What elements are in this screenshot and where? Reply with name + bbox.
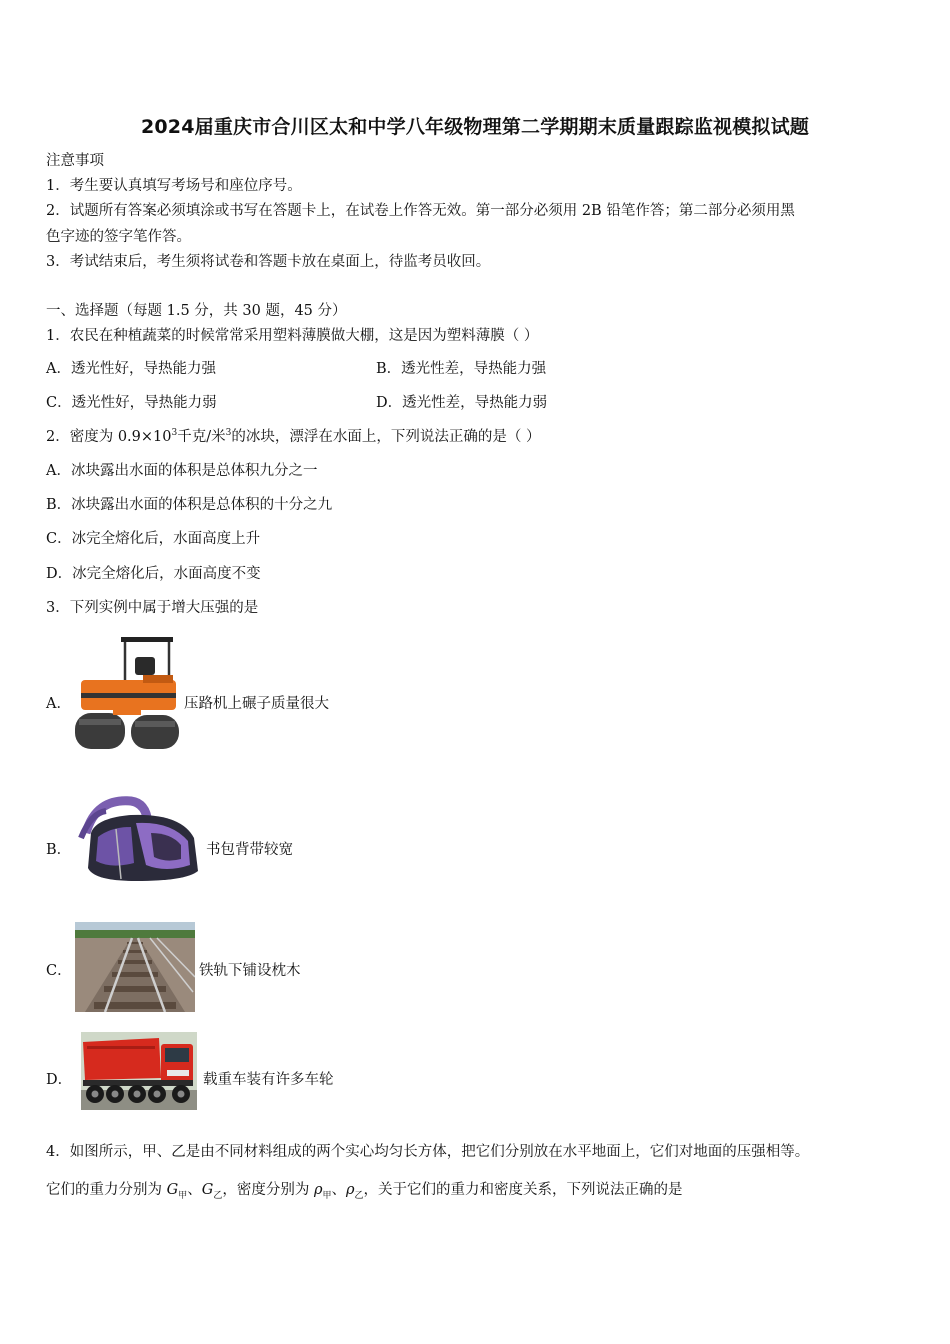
- q4-line2-pre: 它们的重力分别为: [46, 1182, 167, 1198]
- notice-item-3: 3．考试结束后，考生须将试卷和答题卡放在桌面上，待监考员收回。: [46, 254, 491, 270]
- question-1-option-b: B．透光性差，导热能力强: [376, 361, 547, 377]
- q2-stem-post: 的冰块，漂浮在水面上，下列说法正确的是（ ）: [231, 429, 541, 445]
- notice-item-2: 2．试题所有答案必须填涂或书写在答题卡上，在试卷上作答无效。第一部分必须用 2B 铅笔作答；第二部分必须用黑: [46, 203, 795, 219]
- question-2-option-c: C．冰完全熔化后，水面高度上升: [46, 531, 261, 547]
- dump-truck-image: [81, 1032, 197, 1110]
- q4-rho-jia: ρ: [313, 1182, 323, 1198]
- question-3-option-a-letter: A．: [46, 696, 71, 712]
- question-3-stem: 3．下列实例中属于增大压强的是: [46, 600, 259, 616]
- notice-heading: 注意事项: [46, 153, 104, 169]
- section-heading: 一、选择题（每题 1.5 分，共 30 题，45 分）: [46, 303, 347, 319]
- road-roller-image: [73, 635, 183, 755]
- question-2-option-d: D．冰完全熔化后，水面高度不变: [46, 566, 261, 582]
- question-3-option-d-text: 载重车装有许多车轮: [203, 1072, 334, 1088]
- railway-track-image: [75, 922, 195, 1012]
- q2-stem-pre: 2．密度为 0.9×10: [46, 429, 172, 445]
- backpack-image: [76, 793, 206, 885]
- question-3-option-b-text: 书包背带较宽: [206, 842, 293, 858]
- q4-sub-jia-1: 甲: [178, 1190, 188, 1201]
- q4-g-jia: G: [166, 1182, 179, 1198]
- question-1-option-a: A．透光性好，导热能力强: [46, 361, 216, 377]
- question-3-option-c-text: 铁轨下铺设枕木: [199, 963, 301, 979]
- question-2-option-a: A．冰块露出水面的体积是总体积九分之一: [46, 463, 318, 479]
- q2-stem-sup2: 3: [225, 428, 232, 439]
- question-2-stem: [46, 427, 540, 447]
- q4-sep-2: 、: [331, 1182, 346, 1198]
- question-3-option-d-letter: D．: [46, 1072, 73, 1088]
- question-2-option-b: B．冰块露出水面的体积是总体积的十分之九: [46, 497, 333, 513]
- q4-sub-jia-2: 甲: [322, 1190, 332, 1201]
- q4-line2-mid: ，密度分别为: [222, 1182, 314, 1198]
- q2-stem-sup1: 3: [171, 428, 178, 439]
- q4-g-yi: G: [201, 1182, 214, 1198]
- q4-sub-yi-1: 乙: [213, 1190, 223, 1201]
- question-3-option-c-letter: C．: [46, 963, 72, 979]
- notice-item-1: 1．考生要认真填写考场号和座位序号。: [46, 178, 302, 194]
- question-3-option-a-text: 压路机上碾子质量很大: [184, 696, 329, 712]
- q4-line2-post: ，关于它们的重力和密度关系，下列说法正确的是: [363, 1182, 683, 1198]
- q4-sep-1: 、: [187, 1182, 202, 1198]
- question-1-stem: 1．农民在种植蔬菜的时候常常采用塑料薄膜做大棚，这是因为塑料薄膜（ ）: [46, 328, 539, 344]
- q4-sub-yi-2: 乙: [354, 1190, 364, 1201]
- q2-stem-mid: 千克/米: [177, 429, 226, 445]
- question-4-line-2: [46, 1180, 683, 1200]
- q4-rho-yi: ρ: [345, 1182, 355, 1198]
- page-title: 2024届重庆市合川区太和中学八年级物理第二学期期末质量跟踪监视模拟试题: [140, 116, 810, 138]
- question-4-line-1: 4．如图所示，甲、乙是由不同材料组成的两个实心均匀长方体，把它们分别放在水平地面上，它们对地面的压强相等。: [46, 1144, 810, 1160]
- notice-item-2-cont: 色字迹的签字笔作答。: [46, 229, 191, 245]
- question-1-option-c: C．透光性好，导热能力弱: [46, 395, 217, 411]
- question-1-option-d: D．透光性差，导热能力弱: [376, 395, 548, 411]
- question-3-option-b-letter: B．: [46, 842, 72, 858]
